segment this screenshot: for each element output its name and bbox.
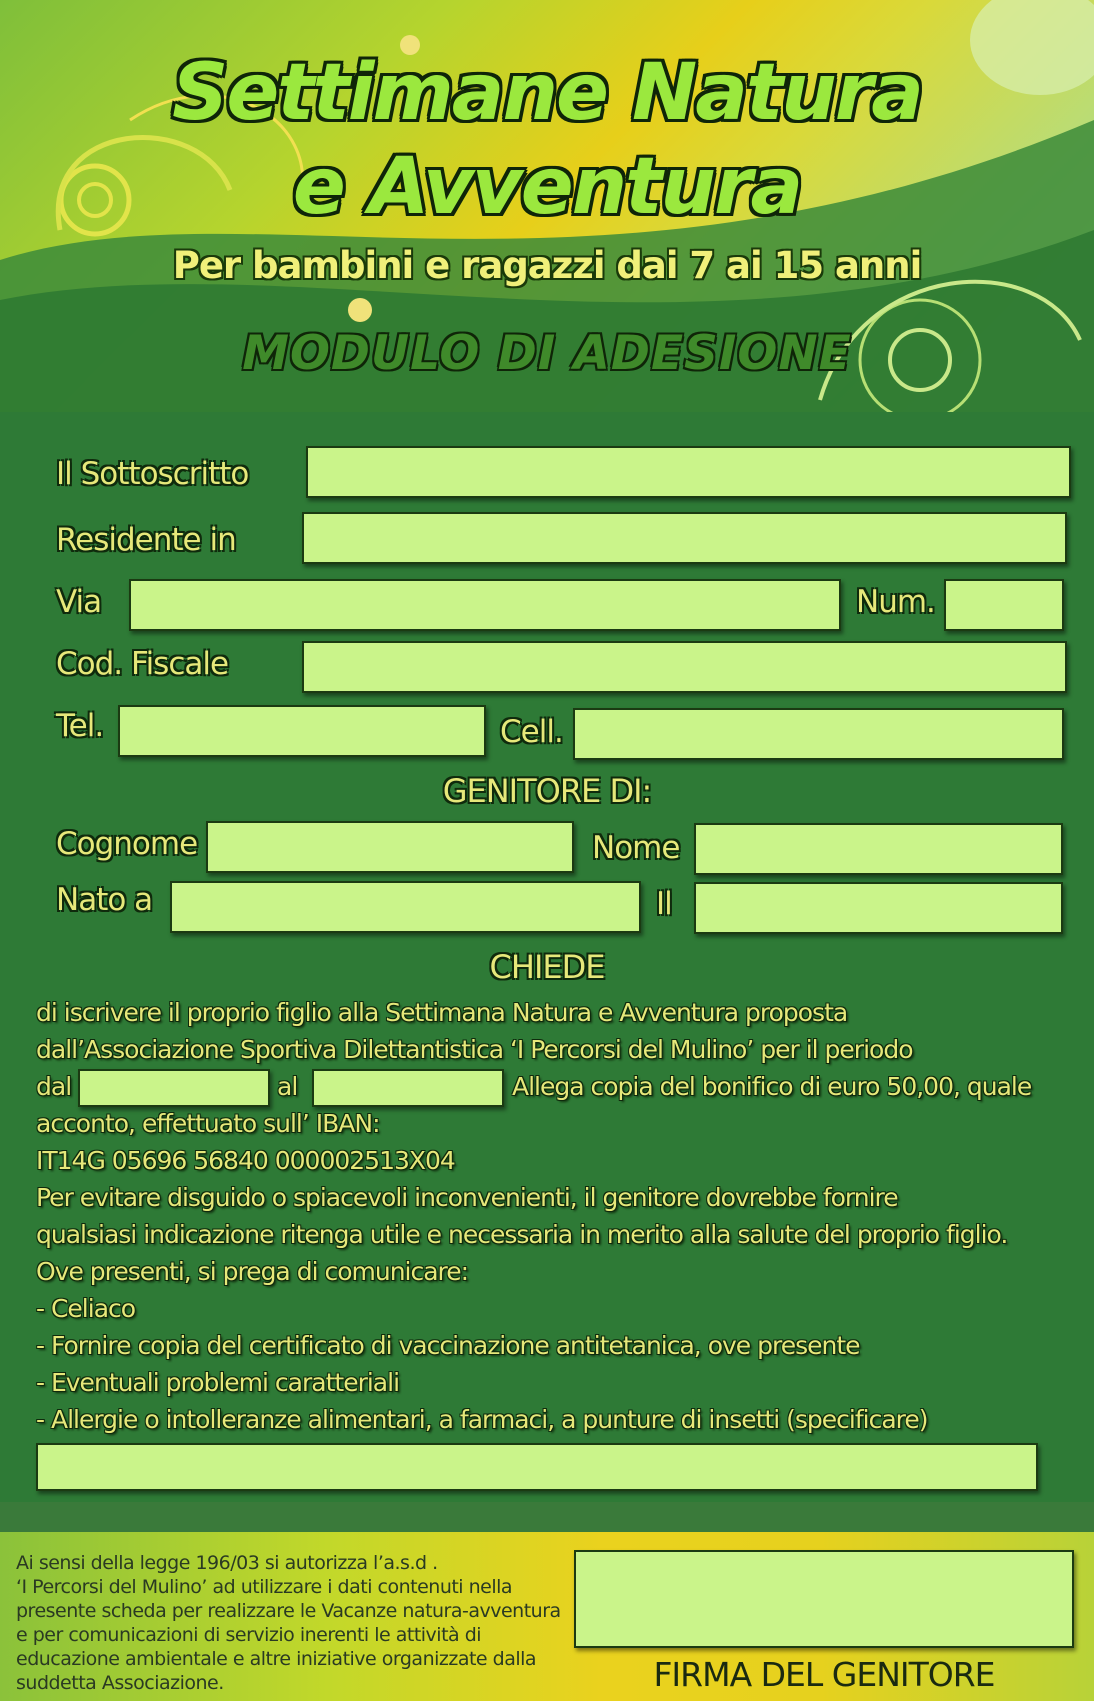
- legal-line: e per comunicazioni di servizio inerenti le attività di: [16, 1624, 482, 1646]
- cod-fiscale-label: Cod. Fiscale: [56, 646, 229, 682]
- legal-line: Ai sensi della legge 196/03 si autorizza l’a.s.d .: [16, 1552, 438, 1574]
- dal-label: dal: [36, 1072, 72, 1101]
- il-label: Il: [656, 886, 672, 922]
- chiede-heading: CHIEDE: [489, 948, 605, 986]
- cell-input[interactable]: [573, 708, 1064, 760]
- sottoscritto-label: Il Sottoscritto: [56, 456, 249, 492]
- list-item: - Celiaco: [36, 1294, 136, 1323]
- title-line-1: Settimane Natura: [172, 48, 922, 138]
- via-input[interactable]: [129, 579, 841, 631]
- cod-fiscale-input[interactable]: [302, 641, 1067, 693]
- request-line-2: dall’Associazione Sportiva Dilettantistica ‘I Percorsi del Mulino’ per il periodo: [36, 1035, 913, 1064]
- footer-divider: [0, 1502, 1094, 1532]
- legal-line: suddetta Associazione.: [16, 1672, 224, 1694]
- module-title: MODULO DI ADESIONE: [242, 326, 852, 381]
- cell-label: Cell.: [500, 714, 563, 750]
- request-line-4: acconto, effettuato sull’ IBAN:: [36, 1109, 380, 1138]
- signature-box[interactable]: [574, 1550, 1074, 1648]
- num-input[interactable]: [944, 579, 1064, 631]
- legal-line: ‘I Percorsi del Mulino’ ad utilizzare i dati contenuti nella: [16, 1576, 513, 1598]
- subtitle: Per bambini e ragazzi dai 7 ai 15 anni: [172, 244, 922, 287]
- signature-label: FIRMA DEL GENITORE: [653, 1655, 995, 1694]
- legal-line: presente scheda per realizzare le Vacanze natura-avventura: [16, 1600, 561, 1622]
- allega-text: Allega copia del bonifico di euro 50,00, quale: [512, 1072, 1032, 1101]
- request-line-1: di iscrivere il proprio figlio alla Settimana Natura e Avventura proposta: [36, 998, 848, 1027]
- sottoscritto-input[interactable]: [306, 446, 1071, 498]
- request-line-7: qualsiasi indicazione ritenga utile e necessaria in merito alla salute del proprio figlio.: [36, 1220, 1008, 1249]
- tel-label: Tel.: [56, 708, 104, 744]
- request-line-6: Per evitare disguido o spiacevoli inconvenienti, il genitore dovrebbe fornire: [36, 1183, 898, 1212]
- health-notes-input[interactable]: [36, 1443, 1038, 1491]
- list-item: - Allergie o intolleranze alimentari, a farmaci, a punture di insetti (specificare): [36, 1405, 928, 1434]
- dal-date-input[interactable]: [78, 1069, 270, 1107]
- num-label: Num.: [856, 584, 935, 620]
- tel-input[interactable]: [118, 705, 486, 757]
- title-line-2: e Avventura: [292, 142, 802, 232]
- cognome-label: Cognome: [56, 826, 198, 862]
- header-banner: [0, 0, 1094, 412]
- request-line-8: Ove presenti, si prega di comunicare:: [36, 1257, 469, 1286]
- list-item: - Eventuali problemi caratteriali: [36, 1368, 400, 1397]
- genitore-heading: GENITORE DI:: [442, 772, 652, 810]
- al-date-input[interactable]: [312, 1069, 504, 1107]
- residente-label: Residente in: [56, 522, 236, 558]
- nato-input[interactable]: [170, 881, 641, 933]
- nome-input[interactable]: [694, 823, 1063, 875]
- list-item: - Fornire copia del certificato di vaccinazione antitetanica, ove presente: [36, 1331, 860, 1360]
- iban-value: IT14G 05696 56840 000002513X04: [36, 1146, 455, 1175]
- nome-label: Nome: [592, 830, 680, 866]
- data-nascita-input[interactable]: [694, 882, 1063, 934]
- via-label: Via: [56, 584, 102, 620]
- nato-label: Nato a: [56, 882, 153, 918]
- al-label: al: [277, 1072, 298, 1101]
- residente-input[interactable]: [302, 512, 1067, 564]
- legal-line: educazione ambientale e altre iniziative organizzate dalla: [16, 1648, 537, 1670]
- cognome-input[interactable]: [206, 821, 574, 873]
